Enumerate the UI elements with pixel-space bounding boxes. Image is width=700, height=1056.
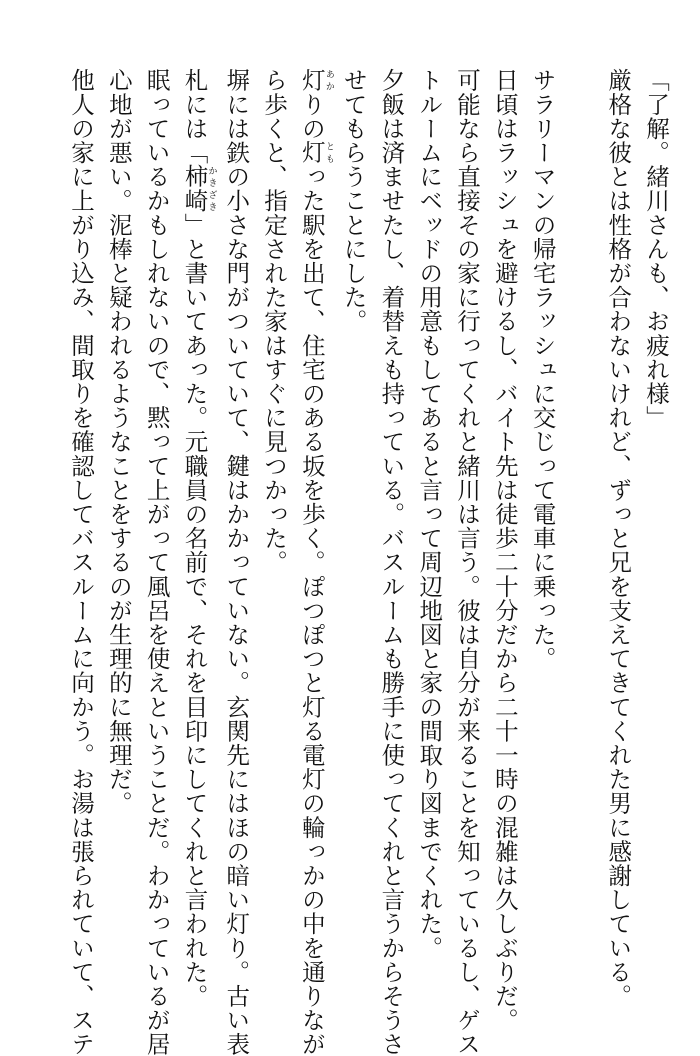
text-line-1: 「了解。緒川さんも、お疲れ様」 <box>642 68 670 430</box>
text-line-9: せてもらうことにした。 <box>339 68 368 334</box>
ruby-akari: 灯あか <box>297 68 334 93</box>
ruby-kakizaki: 柿崎かきざき <box>180 164 217 213</box>
text-line-12: 塀には鉄の小さな門がついていて、鍵はかかっていない。玄関先にはほの暗い灯り。古い表 <box>222 68 251 1056</box>
text-line-8: 夕飯は済ませたし、着替えも持っている。バスルームも勝手に使ってくれと言うからそうさ <box>377 68 406 1056</box>
vertical-text-block <box>61 68 674 1056</box>
text-line-16: 他人の家に上がり込み、間取りを確認してバスルームに向かう。お湯は張られていて、ステ <box>67 68 96 1056</box>
text-line-10-with-ruby: 灯あかりの灯ともった駅を出て、住宅のある坂を歩く。ぽつぽつと灯る電灯の輪っかの中を通りなが <box>297 68 334 1056</box>
text-line-7: トルームにベッドの用意もしてあると言って周辺地図と家の間取り図までくれた。 <box>415 68 444 960</box>
text-line-4: サラリーマンの帰宅ラッシュに交じって電車に乗った。 <box>528 68 557 671</box>
ruby-tomo: 灯とも <box>297 140 334 165</box>
text-line-14: 眠っているかもしれないので、黙って上がって風呂を使えということだ。わかっているが居 <box>142 68 171 1056</box>
text-line-6: 可能なら直接その家に行ってくれと緒川は言う。彼は自分が来ることを知っているし、ゲス <box>453 68 482 1056</box>
text-line-2: 厳格な彼とは性格が合わないけれど、ずっと兄を支えてきてくれた男に感謝している。 <box>604 68 633 1008</box>
text-line-11: ら歩くと、指定された家はすぐに見つかった。 <box>260 68 289 575</box>
text-line-15: 心地が悪い。泥棒と疑われるようなことをするのが生理的に無理だ。 <box>104 68 133 816</box>
text-line-13-with-ruby: 札には「柿崎かきざき」と書いてあった。元職員の名前で、それを目印にしてくれと言われた。 <box>180 68 217 1008</box>
text-line-5: 日頃はラッシュを避けるし、バイト先は徒歩二十分だから二十一時の混雑は久しぶりだ。 <box>490 68 519 1032</box>
